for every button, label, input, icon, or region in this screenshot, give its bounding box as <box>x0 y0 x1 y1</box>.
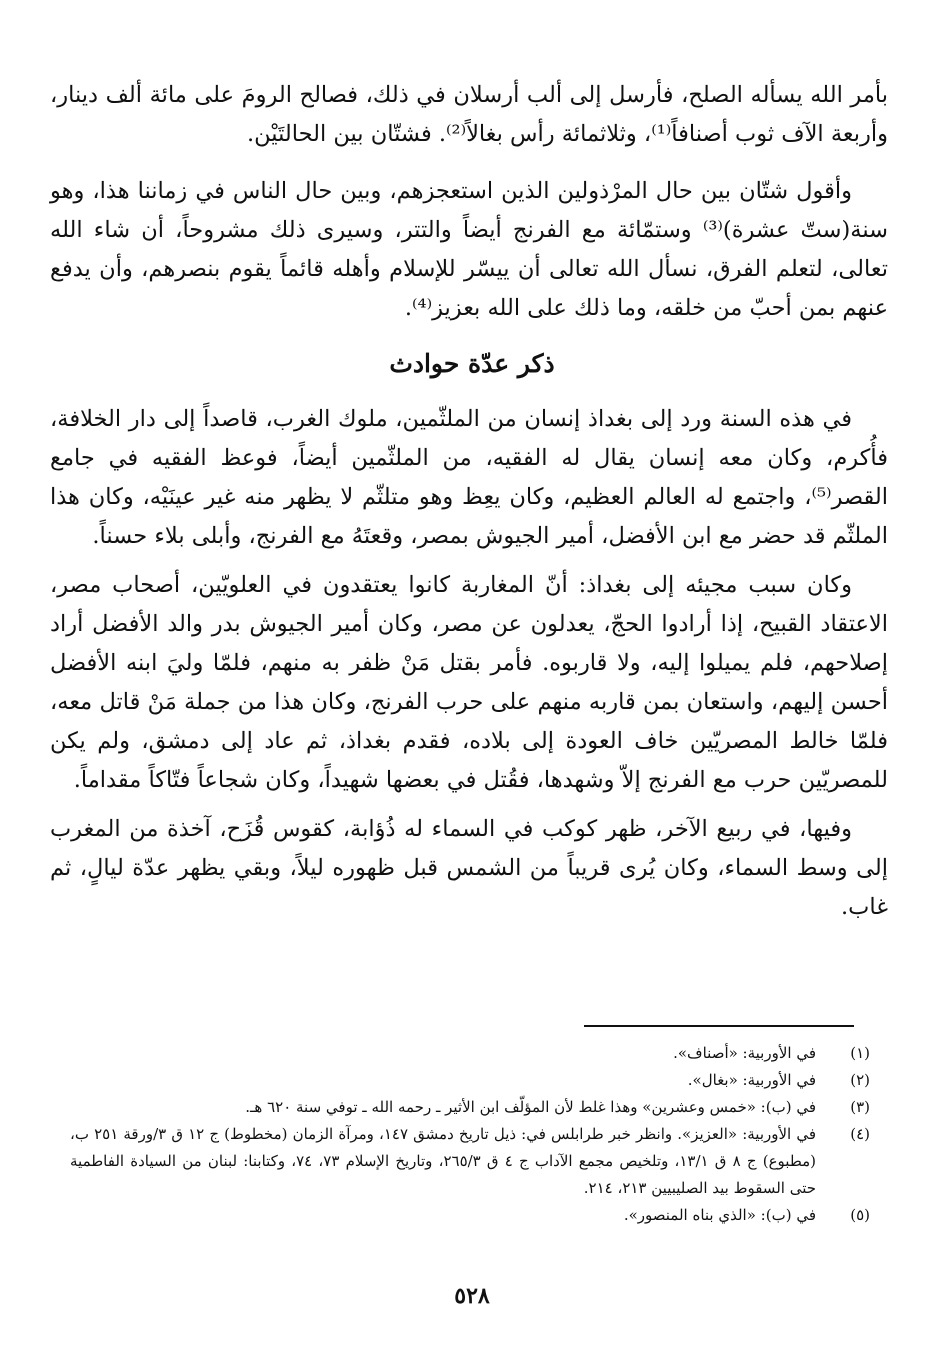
footnote <box>70 1094 870 1121</box>
footnotes <box>70 1040 870 1229</box>
footnote <box>70 1121 870 1202</box>
commentary-paragraph <box>50 172 888 338</box>
footnote <box>70 1040 870 1067</box>
continued-paragraph <box>50 76 888 164</box>
page-number: ٥٢٨ <box>454 1283 490 1309</box>
footnote-number: (٣) <box>850 1098 870 1116</box>
footnote-text: في (ب): «الذي بناه المنصور». <box>623 1206 816 1224</box>
paragraph: وكان سبب مجيئه إلى بغداذ: أنّ المغاربة كانوا يعتقدون في العلويّين، أصحاب مصر، الاعتقاد القبيح، إذا أرادوا الحجّ، يعدلون عن مصر، وكان أمير الجيوش بدر والد الأفضل أراد إصلاحهم، فلم يميلوا إليه، ولا قاربوه. فأمر بقتل مَنْ ظفر به منهم، فلمّا وليَ ابنه الأفضل أحسن إليهم، واستعان بمن قاربه منهم على حرب الفرنج، وكان هذا من جملة مَنْ قاتل معه، فلمّا خالط المصريّين خاف العودة إلى بلاده، فقدم بغداذ، ثم عاد إلى دمشق، ولم يكن للمصريّين حرب مع الفرنج إلاّ وشهدها، فقُتل في بعضها شهيداً، وكان شجاعاً فتّاكاً مقداماً. <box>50 572 888 793</box>
footnote-divider <box>584 1025 854 1027</box>
paragraph: بأمر الله يسأله الصلح، فأرسل إلى ألب أرسلان في ذلك، فصالح الرومَ على مائة ألف دينار، وأربعة الآف ثوب أصنافاً⁽¹⁾، وثلاثمائة رأس بغالاً⁽²⁾. فشتّان بين الحالتَيْن. <box>50 82 888 147</box>
paragraph: في هذه السنة ورد إلى بغداذ إنسان من الملثّمين، ملوك الغرب، قاصداً إلى دار الخلافة، فأُكرم، وكان معه إنسان يقال له الفقيه، من الملثّمين أيضاً، فوعظ الفقيه في جامع القصر⁽⁵⁾، واجتمع له العالم العظيم، وكان يعِظ وهو متلثّم لا يظهر منه غير عينَيْه، وكان هذا الملثّم قد حضر مع ابن الأفضل، أمير الجيوش بمصر، وقعتَهُ مع الفرنج، وأبلى بلاء حسناً. <box>50 406 888 549</box>
footnote <box>70 1202 870 1229</box>
section-body <box>50 400 888 937</box>
footnote-number: (٤) <box>850 1125 870 1143</box>
footnote-text: في الأوربية: «العزيز». وانظر خبر طرابلس في: ذيل تاريخ دمشق ١٤٧، ومرآة الزمان (مخطوط) ج ١٢ ق ٣/ورقة ٢٥١ ب، (مطبوع) ج ٨ ق ١٣/١، وتلخيص مجمع الآداب ج ٤ ق ٢٦٥/٣، وتاريخ الإسلام ٧٣، ٧٤، وكتابنا: لبنان من السيادة الفاطمية حتى السقوط بيد الصليبيين ٢١٣، ٢١٤. <box>70 1125 817 1197</box>
footnote-number: (٢) <box>850 1071 870 1089</box>
footnote-number: (١) <box>850 1044 870 1062</box>
paragraph: وأقول شتّان بين حال المرْذولين الذين استعجزهم، وبين حال الناس في زماننا هذا، وهو سنة(ستّ عشرة)⁽³⁾ وستمّائة مع الفرنج أيضاً والتتر، وسيرى ذلك مشروحاً، أن شاء الله تعالى، لتعلم الفرق، نسأل الله تعالى أن ييسّر للإسلام وأهله قائماً يقوم بنصرهم، وأن يدفع عنهم بمن أحبّ من خلقه، وما ذلك على الله بعزيز⁽⁴⁾. <box>50 178 888 321</box>
footnote-text: في الأوربية: «أصناف». <box>673 1044 816 1062</box>
paragraph: وفيها، في ربيع الآخر، ظهر كوكب في السماء له ذُؤابة، كقوس قُزَح، آخذة من المغرب إلى وسط السماء، وكان يُرى قريباً من الشمس قبل ظهوره ليلاً، وبقي يظهر عدّة ليالٍ، ثم غاب. <box>50 816 888 920</box>
footnote-text: في الأوربية: «بغال». <box>687 1071 816 1089</box>
footnote <box>70 1067 870 1094</box>
footnote-text: في (ب): «خمس وعشرين» وهذا غلط لأن المؤلّف ابن الأثير ـ رحمه الله ـ توفي سنة ٦٢٠ هـ. <box>245 1098 816 1116</box>
footnote-number: (٥) <box>850 1206 870 1224</box>
section-heading: ذكر عدّة حوادث <box>389 349 555 378</box>
